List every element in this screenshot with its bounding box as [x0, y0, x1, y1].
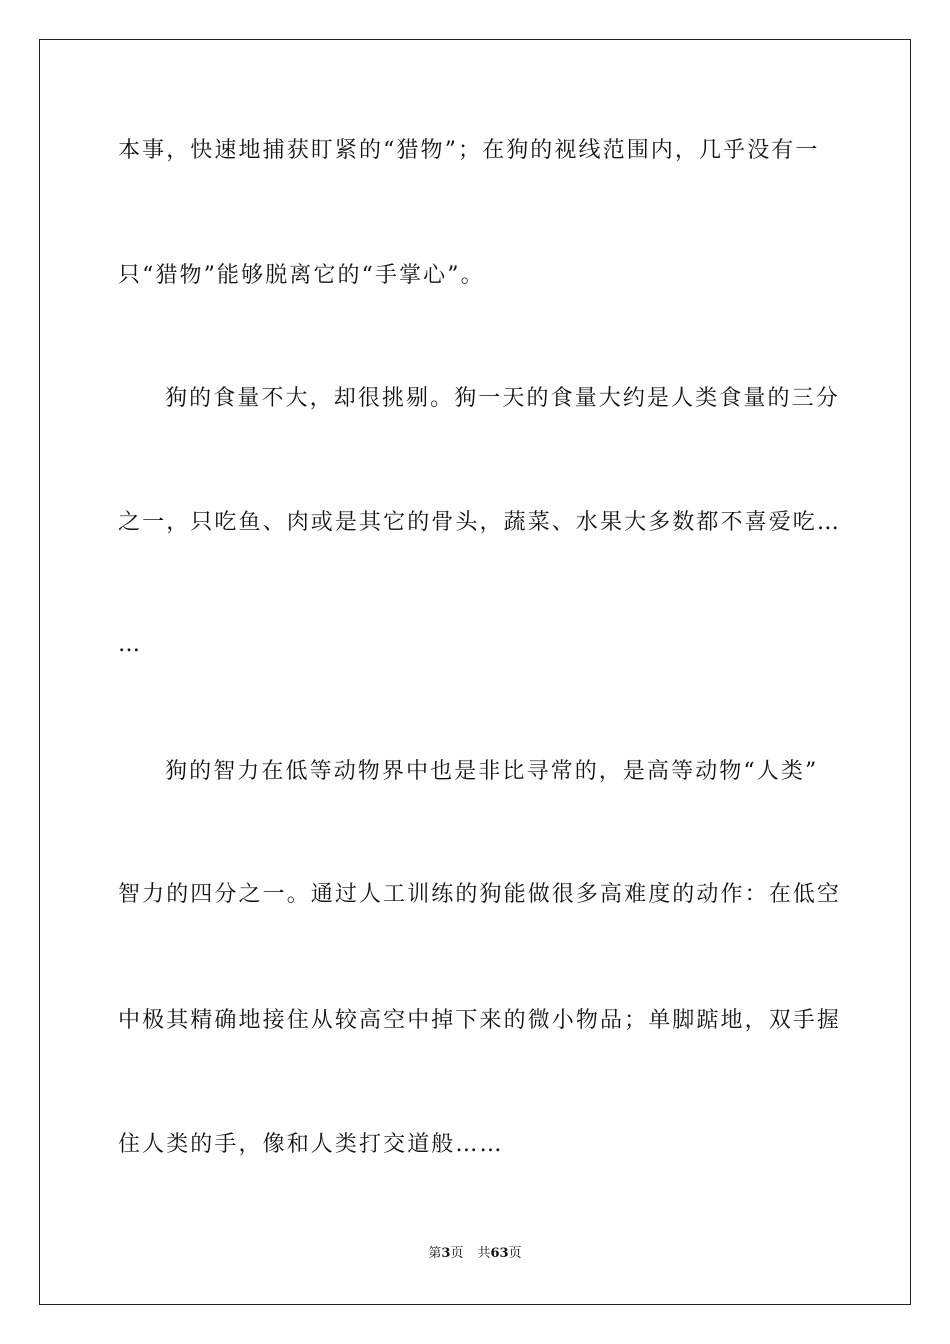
total-pages: 63 — [490, 1246, 509, 1261]
text-line: 中极其精确地接住从较高空中掉下来的微小物品；单脚踮地，双手握 — [118, 1008, 842, 1033]
text-line: 只“猎物”能够脱离它的“手掌心”。 — [118, 263, 485, 288]
text-line: 之一，只吃鱼、肉或是其它的骨头，蔬菜、水果大多数都不喜爱吃… — [118, 510, 842, 535]
page-prefix: 第 — [428, 1246, 442, 1261]
paragraph-first-line: 狗的智力在低等动物界中也是非比寻常的，是高等动物“人类” — [165, 759, 819, 784]
text-line: … — [118, 632, 143, 657]
page-suffix: 页 — [450, 1246, 464, 1261]
text-line: 智力的四分之一。通过人工训练的狗能做很多高难度的动作：在低空 — [118, 882, 842, 907]
paragraph-first-line: 狗的食量不大，却很挑剔。狗一天的食量大约是人类食量的三分 — [165, 386, 840, 411]
total-suffix: 页 — [508, 1246, 522, 1261]
text-line: 住人类的手，像和人类打交道般…… — [118, 1132, 504, 1157]
page-number: 3 — [441, 1246, 451, 1261]
page-border — [39, 39, 911, 1305]
total-prefix: 共 — [477, 1246, 491, 1261]
text-line: 本事，快速地捕获盯紧的“猎物”；在狗的视线范围内，几乎没有一 — [118, 138, 820, 163]
page-footer — [0, 1245, 950, 1263]
